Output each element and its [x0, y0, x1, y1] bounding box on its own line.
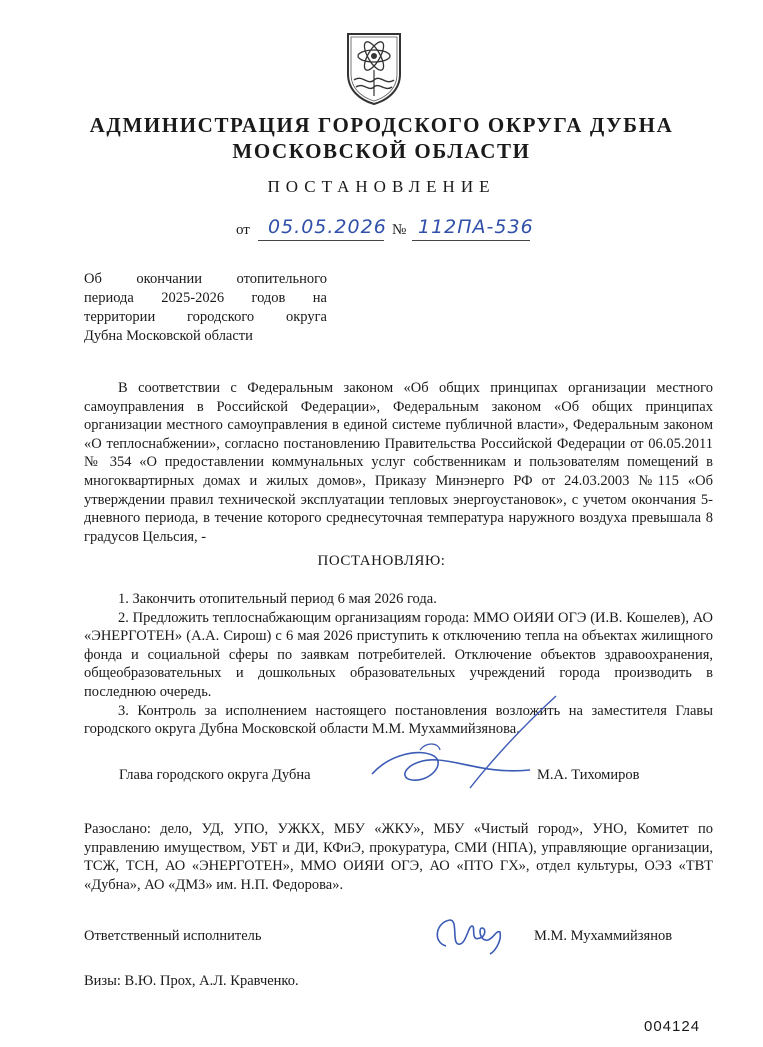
head-signature-handwritten: [360, 690, 560, 800]
dubna-coat-of-arms-icon: [342, 30, 406, 106]
preamble-paragraph: В соответствии с Федеральным законом «Об общих принципах организации местного самоуправления в Российской Федерации», Федеральным законом «Об общих принципах организации местного самоуправления в единой системе публичной власти», Федеральным законом «О теплоснабжении», согласно постановлению Правительства Российской Федерации от 06.05.2011 № 354 «О предоставлении коммунальных услуг собственникам и пользователям помещений в многоквартирных домах и жилых домов», Приказу Минэнерго РФ от 24.03.2003 №115 «Об утверждении правил технической эксплуатации тепловых энергоустановок», с учетом окончания 5-дневного периода, в течение которого среднесуточная температура наружного воздуха превышала 8 градусов Цельсия, -: [84, 380, 713, 545]
number-value: 112ПА-536: [418, 216, 534, 238]
organization-title-line2: МОСКОВСКОЙ ОБЛАСТИ: [232, 139, 531, 163]
date-prefix: от: [236, 222, 250, 238]
document-serial-number: 004124: [644, 1018, 701, 1035]
decree-heading: ПОСТАНОВЛЯЮ:: [317, 553, 446, 569]
subject-line: периода 2025-2026 годов на: [84, 290, 327, 306]
head-name: М.А. Тихомиров: [537, 767, 640, 783]
head-position-label: Глава городского округа Дубна: [119, 767, 311, 783]
subject-line: территории городского округа: [84, 309, 327, 325]
decree-item: 1. Закончить отопительный период 6 мая 2026 года.: [118, 591, 437, 607]
number-underline: [412, 240, 530, 241]
visas-line: Визы: В.Ю. Прох, А.Л. Кравченко.: [84, 973, 299, 989]
responsible-name: М.М. Мухаммийзянов: [534, 928, 673, 944]
number-prefix: №: [392, 222, 407, 238]
decree-item: 2. Предложить теплоснабжающим организациям города: ММО ОИЯИ ОГЭ (И.В. Кошелев), АО «ЭНЕРГОТЕН» (А.А. Сирош) с 6 мая 2026 приступить к отключению тепла на объектах жилищного фонда и социальной сферы по заявкам потребителей. Отключение объектов здравоохранения, общеобразовательных и дошкольных образовательных учреждений города производить в последнюю очередь.: [84, 609, 713, 700]
date-value: 05.05.2026: [268, 216, 387, 238]
distribution-list: Разослано: дело, УД, УПО, УЖКХ, МБУ «ЖКУ», МБУ «Чистый город», УНО, Комитет по управлению имуществом, УБТ и ДИ, КФиЭ, прокуратура, СМИ (НПА), управляющие организации, ТСЖ, ТСН, АО «ЭНЕРГОТЕН», ММО ОИЯИ ОГЭ, АО «ПТО ГХ», отдел культуры, ОЭЗ «ТВТ «Дубна», АО «ДМЗ» им. Н.П. Федорова».: [84, 821, 713, 893]
subject-line: Дубна Московской области: [84, 328, 253, 344]
document-type: ПОСТАНОВЛЕНИЕ: [267, 177, 496, 196]
subject-line: Об окончании отопительного: [84, 271, 327, 287]
date-underline: [258, 240, 384, 241]
organization-title-line1: АДМИНИСТРАЦИЯ ГОРОДСКОГО ОКРУГА ДУБНА: [89, 113, 674, 137]
responsible-signature-handwritten: [428, 912, 508, 956]
decree-item: 3. Контроль за исполнением настоящего постановления возложить на заместителя Главы городского округа Дубна Московской области М.М. Мухаммийзянова.: [84, 702, 713, 738]
document-subject: [84, 270, 327, 346]
responsible-label: Ответственный исполнитель: [84, 928, 262, 944]
